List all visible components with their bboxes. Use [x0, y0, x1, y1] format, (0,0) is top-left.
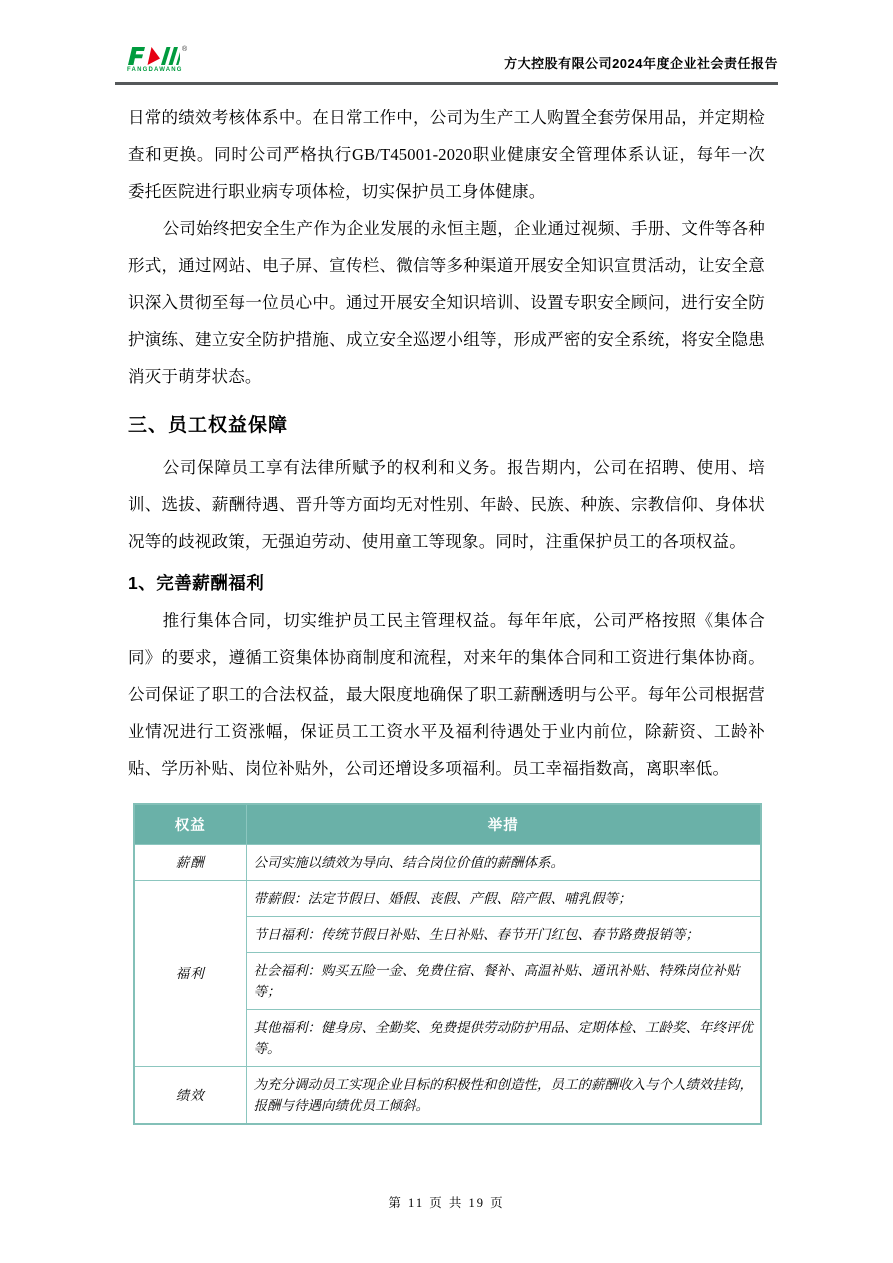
document-body [128, 99, 765, 1125]
cell-salary-measure: 公司实施以绩效为导向、结合岗位价值的薪酬体系。 [246, 845, 761, 881]
paragraph-compensation: 推行集体合同，切实维护员工民主管理权益。每年年底，公司严格按照《集体合同》的要求，遵循工资集体协商制度和流程，对来年的集体合同和工资进行集体协商。公司保证了职工的合法权益，最大限度地确保了职工薪酬透明与公平。每年公司根据营业情况进行工资涨幅，保证员工工资水平及福利待遇处于业内前位，除薪资、工龄补贴、学历补贴、岗位补贴外，公司还增设多项福利。员工幸福指数高，离职率低。 [128, 611, 765, 778]
table-row [134, 881, 761, 917]
table-row [134, 845, 761, 881]
cell-social-welfare: 社会福利：购买五险一金、免费住宿、餐补、高温补贴、通讯补贴、特殊岗位补贴等； [246, 953, 761, 1010]
page-number: 第 11 页 共 19 页 [388, 1196, 505, 1210]
paragraph-safety: 公司始终把安全生产作为企业发展的永恒主题，企业通过视频、手册、文件等各种形式，通过网站、电子屏、宣传栏、微信等多种渠道开展安全知识宣贯活动，让安全意识深入贯彻至每一位员心中。通过开展安全知识培训、设置专职安全顾问，进行安全防护演练、建立安全防护措施、成立安全巡逻小组等，形成严密的安全系统，将安全隐患消灭于萌芽状态。 [128, 219, 765, 386]
company-logo [127, 46, 187, 73]
row-label-welfare: 福利 [134, 881, 246, 1067]
column-header-rights: 权益 [134, 804, 246, 845]
page-header [115, 46, 778, 85]
fangdawang-logo-icon [127, 46, 187, 66]
paragraph-continued: 日常的绩效考核体系中。在日常工作中，公司为生产工人购置全套劳保用品，并定期检查和更换。同时公司严格执行GB/T45001-2020职业健康安全管理体系认证，每年一次委托医院进行职业病专项体检，切实保护员工身体健康。 [128, 108, 765, 201]
report-title: 方大控股有限公司2024年度企业社会责任报告 [504, 56, 778, 71]
subsection-heading-compensation: 1、完善薪酬福利 [128, 573, 265, 593]
cell-performance-measure: 为充分调动员工实现企业目标的积极性和创造性，员工的薪酬收入与个人绩效挂钩，报酬与待遇向绩优员工倾斜。 [246, 1067, 761, 1125]
section-heading-employee-rights: 三、员工权益保障 [128, 415, 289, 436]
cell-paid-leave: 带薪假：法定节假日、婚假、丧假、产假、陪产假、哺乳假等； [246, 881, 761, 917]
cell-other-welfare: 其他福利：健身房、全勤奖、免费提供劳动防护用品、定期体检、工龄奖、年终评优等。 [246, 1010, 761, 1067]
cell-holiday-welfare: 节日福利：传统节假日补贴、生日补贴、春节开门红包、春节路费报销等； [246, 917, 761, 953]
paragraph-rights: 公司保障员工享有法律所赋予的权利和义务。报告期内，公司在招聘、使用、培训、选拔、薪酬待遇、晋升等方面均无对性别、年龄、民族、种族、宗教信仰、身体状况等的歧视政策，无强迫劳动、使用童工等现象。同时，注重保护员工的各项权益。 [128, 458, 765, 551]
row-label-performance: 绩效 [134, 1067, 246, 1125]
registered-trademark-symbol: ® [182, 46, 188, 53]
column-header-measures: 举措 [246, 804, 761, 845]
table-header-row [134, 804, 761, 845]
benefits-table [133, 803, 762, 1125]
logo-wordmark: FANGDAWANG [127, 67, 183, 73]
row-label-salary: 薪酬 [134, 845, 246, 881]
table-row [134, 1067, 761, 1125]
